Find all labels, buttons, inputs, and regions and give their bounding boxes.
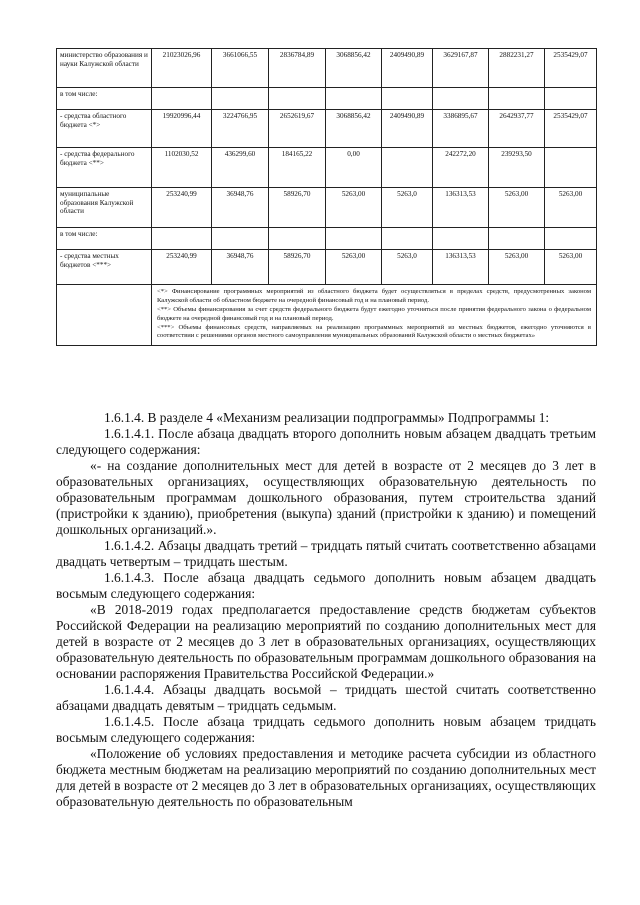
cell-value: 136313,53 — [433, 188, 489, 228]
table-row — [57, 250, 597, 285]
table-row — [57, 49, 597, 88]
cell-value: 436299,60 — [212, 148, 269, 188]
row-label: в том числе: — [57, 228, 152, 250]
cell-value — [326, 228, 382, 250]
cell-value: 5263,00 — [326, 250, 382, 285]
cell-value: 3068856,42 — [326, 49, 382, 88]
cell-value: 3224766,95 — [212, 110, 269, 148]
cell-value: 2882231,27 — [489, 49, 545, 88]
cell-value: 5263,0 — [382, 250, 433, 285]
cell-value — [212, 88, 269, 110]
cell-value: 3661066,55 — [212, 49, 269, 88]
cell-value — [545, 148, 597, 188]
budget-table — [56, 48, 597, 346]
cell-value: 253240,99 — [152, 188, 212, 228]
cell-value — [545, 228, 597, 250]
table-row — [57, 228, 597, 250]
paragraph: 1.6.1.4.1. После абзаца двадцать второго дополнить новым абзацем двадцать третьим следующего содержания: — [56, 426, 596, 457]
paragraph: 1.6.1.4.5. После абзаца тридцать седьмого дополнить новым абзацем тридцать восьмым следующего содержания: — [56, 714, 596, 745]
cell-value: 184165,22 — [269, 148, 326, 188]
cell-value: 3629167,87 — [433, 49, 489, 88]
cell-value: 2409490,89 — [382, 49, 433, 88]
cell-value: 3068856,42 — [326, 110, 382, 148]
cell-value — [382, 228, 433, 250]
cell-value: 5263,00 — [489, 188, 545, 228]
cell-value: 36948,76 — [212, 188, 269, 228]
cell-value: 2652619,67 — [269, 110, 326, 148]
cell-value: 239293,50 — [489, 148, 545, 188]
cell-value: 0,00 — [326, 148, 382, 188]
row-label: муниципальные образования Калужской области — [57, 188, 152, 228]
cell-value: 1102030,52 — [152, 148, 212, 188]
paragraph: «В 2018-2019 годах предполагается предоставление средств бюджетам субъектов Российской Федерации на реализацию мероприятий по созданию дополнительных мест для детей в возрасте от 2 месяцев до 3 лет в образовательных организациях, осуществляющих образовательную деятельность по образовательным программам дошкольного образования на основании распоряжения Правительства Российской Федерации.» — [56, 602, 596, 681]
cell-value: 21023026,96 — [152, 49, 212, 88]
cell-value: 242272,20 — [433, 148, 489, 188]
cell-value: 5263,00 — [545, 188, 597, 228]
cell-value: 2535429,07 — [545, 49, 597, 88]
row-label: министерство образования и науки Калужской области — [57, 49, 152, 88]
paragraph: «- на создание дополнительных мест для детей в возрасте от 2 месяцев до 3 лет в образовательных организациях, осуществляющих образовательную деятельность по образовательным программам дошкольного образования, путем строительства зданий (пристройки к зданию), приобретения (выкупа) зданий (пристройки к зданию) и помещений дошкольных организаций.». — [56, 458, 596, 537]
cell-value — [433, 88, 489, 110]
footnote: <**> Объемы финансирования за счет средств федерального бюджета будут ежегодно уточняться после принятия федерального закона о федеральном бюджете на очередной финансовый год и на плановый период. — [157, 305, 591, 322]
cell-value — [269, 88, 326, 110]
table-row — [57, 148, 597, 188]
cell-value — [326, 88, 382, 110]
table-row — [57, 188, 597, 228]
cell-value: 36948,76 — [212, 250, 269, 285]
cell-value: 253240,99 — [152, 250, 212, 285]
cell-value — [382, 148, 433, 188]
cell-value — [489, 88, 545, 110]
cell-value — [489, 228, 545, 250]
footnote-row — [57, 285, 597, 346]
paragraph: 1.6.1.4.3. После абзаца двадцать седьмого дополнить новым абзацем двадцать восьмым следующего содержания: — [56, 570, 596, 601]
cell-value — [433, 228, 489, 250]
cell-value: 2642937,77 — [489, 110, 545, 148]
footnotes-cell — [152, 285, 597, 346]
cell-value: 5263,00 — [489, 250, 545, 285]
cell-value — [152, 228, 212, 250]
paragraph: «Положение об условиях предоставления и методике расчета субсидии из областного бюджета местным бюджетам на реализацию мероприятий по созданию дополнительных мест для детей в возрасте от 2 месяцев до 3 лет в образовательных организациях, осуществляющих образовательную деятельность по образовательным — [56, 746, 596, 809]
row-label: - средства областного бюджета <*> — [57, 110, 152, 148]
paragraph: 1.6.1.4. В разделе 4 «Механизм реализации подпрограммы» Подпрограммы 1: — [104, 410, 550, 425]
row-label: - средства местных бюджетов <***> — [57, 250, 152, 285]
paragraph: 1.6.1.4.2. Абзацы двадцать третий – тридцать пятый считать соответственно абзацами двадцать четвертым – тридцать шестым. — [56, 538, 596, 569]
cell-value: 58926,70 — [269, 188, 326, 228]
cell-value: 2836784,89 — [269, 49, 326, 88]
cell-value — [212, 228, 269, 250]
cell-value: 3386895,67 — [433, 110, 489, 148]
cell-value: 5263,00 — [326, 188, 382, 228]
cell-value: 2409490,89 — [382, 110, 433, 148]
cell-value — [382, 88, 433, 110]
cell-value — [545, 88, 597, 110]
footnote: <*> Финансирование программных мероприятий из областного бюджета будет осуществляться в пределах средств, предусмотренных законом Калужской области об областном бюджете на очередной финансовый год и на плановый период. — [157, 288, 591, 304]
cell-value: 5263,0 — [382, 188, 433, 228]
cell-value — [152, 88, 212, 110]
table-row — [57, 88, 597, 110]
cell-value — [269, 228, 326, 250]
row-label: в том числе: — [57, 88, 152, 110]
row-label: - средства федерального бюджета <**> — [57, 148, 152, 188]
body-text — [56, 410, 596, 810]
paragraph: 1.6.1.4.4. Абзацы двадцать восьмой – тридцать шестой считать соответственно абзацами двадцать девятым – тридцать седьмым. — [56, 682, 596, 713]
blank-cell — [57, 285, 152, 346]
table-row — [57, 110, 597, 148]
cell-value: 19920996,44 — [152, 110, 212, 148]
footnote: <***> Объемы финансовых средств, направляемых на реализацию программных мероприятий из местных бюджетов, ежегодно уточняются в соответствии с решениями органов местного самоуправления муниципальных образований Калужской области о местных бюджетах» — [157, 323, 591, 340]
cell-value: 5263,00 — [545, 250, 597, 285]
cell-value: 58926,70 — [269, 250, 326, 285]
cell-value: 136313,53 — [433, 250, 489, 285]
cell-value: 2535429,07 — [545, 110, 597, 148]
